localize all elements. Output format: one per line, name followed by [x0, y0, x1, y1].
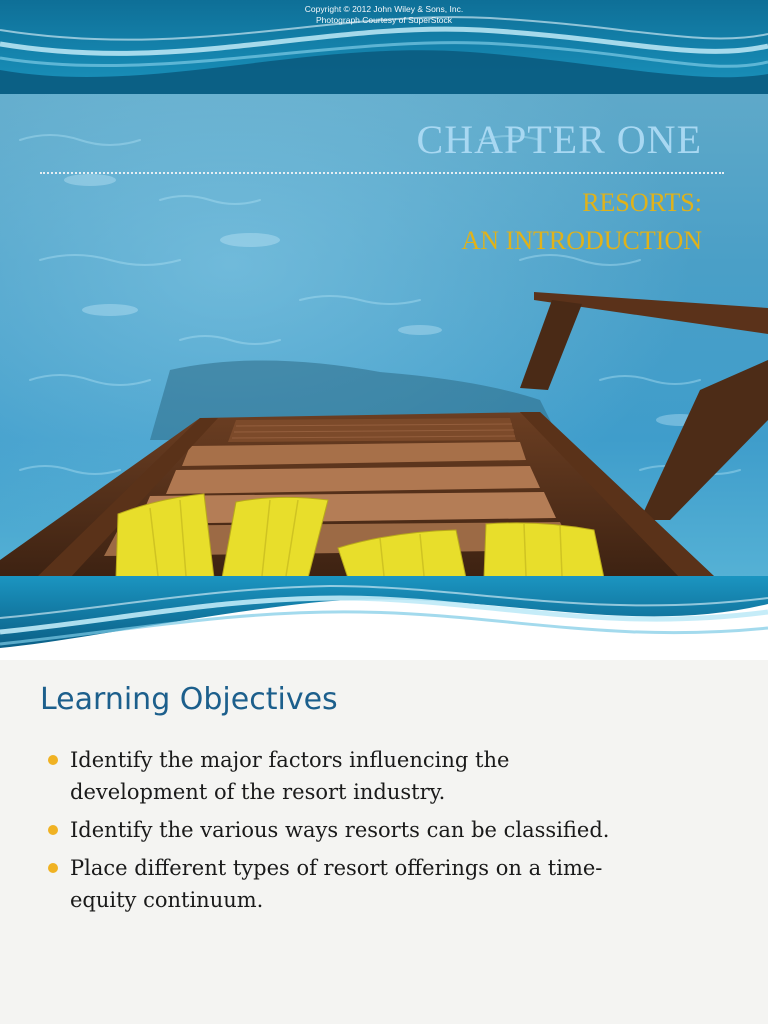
copyright-notice [0, 4, 768, 26]
photo-credit-line: Photograph Courtesy of SuperStock [315, 15, 453, 25]
objective-text-line: equity continuum. [70, 888, 264, 912]
objectives-list [48, 744, 728, 922]
dotted-divider [40, 172, 724, 174]
copyright-line: Copyright © 2012 John Wiley & Sons, Inc. [304, 4, 464, 14]
chapter-title: CHAPTER ONE [416, 117, 702, 162]
bullet-dot-icon [48, 755, 58, 765]
subtitle-line: AN INTRODUCTION [461, 226, 702, 255]
slide-title: Learning Objectives [40, 682, 338, 717]
bullet-dot-icon [48, 825, 58, 835]
objective-item [48, 814, 728, 846]
objective-text-line: Identify the major factors influencing the [70, 748, 510, 772]
objective-item [48, 744, 728, 808]
objectives-slide [0, 660, 768, 1024]
chapter-subtitle [462, 184, 702, 260]
objective-text-line: Place different types of resort offerings on a time- [70, 856, 603, 880]
subtitle-line: RESORTS: [582, 188, 702, 217]
objective-text-line: development of the resort industry. [70, 780, 446, 804]
bullet-dot-icon [48, 863, 58, 873]
objective-item [48, 852, 728, 916]
objective-text-line: Identify the various ways resorts can be classified. [70, 818, 610, 842]
